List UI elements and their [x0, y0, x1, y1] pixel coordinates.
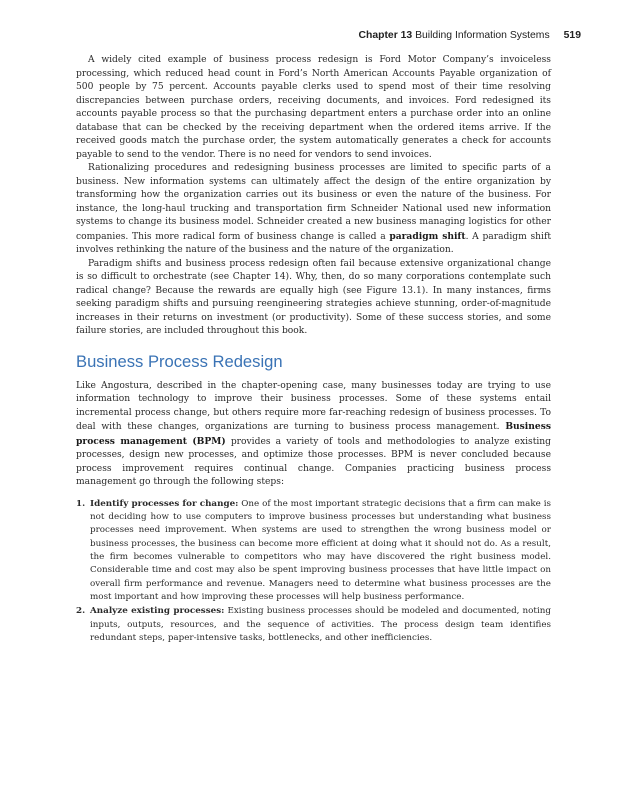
term-bpm: Business process management (BPM) [76, 421, 551, 447]
body-text [76, 54, 551, 646]
list-item: 2. Analyze existing processes: Existing business processes should be modeled and documented, noting inputs, outputs, resources, and the sequence of activities. The process design team identifies redundant steps, paper-intensive tasks, bottlenecks, and other inefficiencies. [76, 606, 551, 643]
paragraph-rewards: Paradigm shifts and business process redesign often fail because extensive organizational change is so difficult to orchestrate (see Chapter 14). Why, then, do so many corporations contemplate such radical change? Because the rewards are equally high (see Figure 13.1). In many instances, firms seeking paradigm shifts and pursuing reengineering strategies achieve stunning, order-of-magnitude increases in their returns on investment (or productivity). Some of these success stories, and some failure stories, are included throughout this book. [76, 258, 551, 336]
page-number: 519 [563, 30, 581, 41]
section-heading: Business Process Redesign [76, 351, 283, 371]
step-term: Analyze existing processes: [90, 606, 225, 617]
list-item: 1. Identify processes for change: One of the most important strategic decisions that a firm can make is not deciding how to use computers to improve business processes but understanding what business processes need improvement. When systems are used to strengthen the wrong business model or business processes, the business can become more efficient at doing what it should not do. As a result, the firm becomes vulnerable to competitors who may have discovered the right business model. Considerable time and cost may also be spent improving business processes that have little impact on overall firm performance and revenue. Managers need to determine what business processes are the most important and how improving these processes will help business performance. [76, 498, 551, 602]
term-paradigm-shift: paradigm shift [389, 230, 466, 242]
paragraph-paradigm-shift: Rationalizing procedures and redesigning business processes are limited to specific parts of a business. New information systems can ultimately affect the design of the entire organization by transforming how the organization carries out its business or even the nature of the business. For instance, the long-haul trucking and transportation firm Schneider National used new information systems to change its business model. Schneider created a new business managing logistics for other companies. This more radical form of business change is called a paradigm shift. A paradigm shift involves rethinking the nature of the business and the nature of the organization. [76, 163, 551, 255]
running-head [60, 30, 581, 41]
paragraph-bpm-intro: Like Angostura, described in the chapter-opening case, many businesses today are trying to use information technology to improve their business processes. Some of these systems entail incremental process change, but others require more far-reaching redesign of business processes. To deal with these changes, organizations are turning to business process management. Business process management (BPM) provides a variety of tools and methodologies to analyze existing processes, design new processes, and optimize those processes. BPM is never concluded because process improvement requires continual change. Companies practicing business process management go through the following steps: [76, 380, 552, 487]
bpm-steps-list [76, 498, 551, 646]
step-term: Identify processes for change: [90, 498, 239, 509]
chapter-label: Chapter 13 [358, 30, 413, 41]
paragraph-ford-example: A widely cited example of business process redesign is Ford Motor Company’s invoiceless processing, which reduced head count in Ford’s North American Accounts Payable organization of 500 people by 75 percent. Accounts payable clerks used to spend most of their time resolving discrepancies between purchase orders, receiving documents, and invoices. Ford redesigned its accounts payable process so that the purchasing department enters a purchase order into an online database that can be checked by the receiving department when the ordered items arrive. If the received goods match the purchase order, the system automatically generates a check for accounts payable to send to the vendor. There is no need for vendors to send invoices. [76, 55, 551, 160]
chapter-title: Building Information Systems [415, 30, 550, 41]
